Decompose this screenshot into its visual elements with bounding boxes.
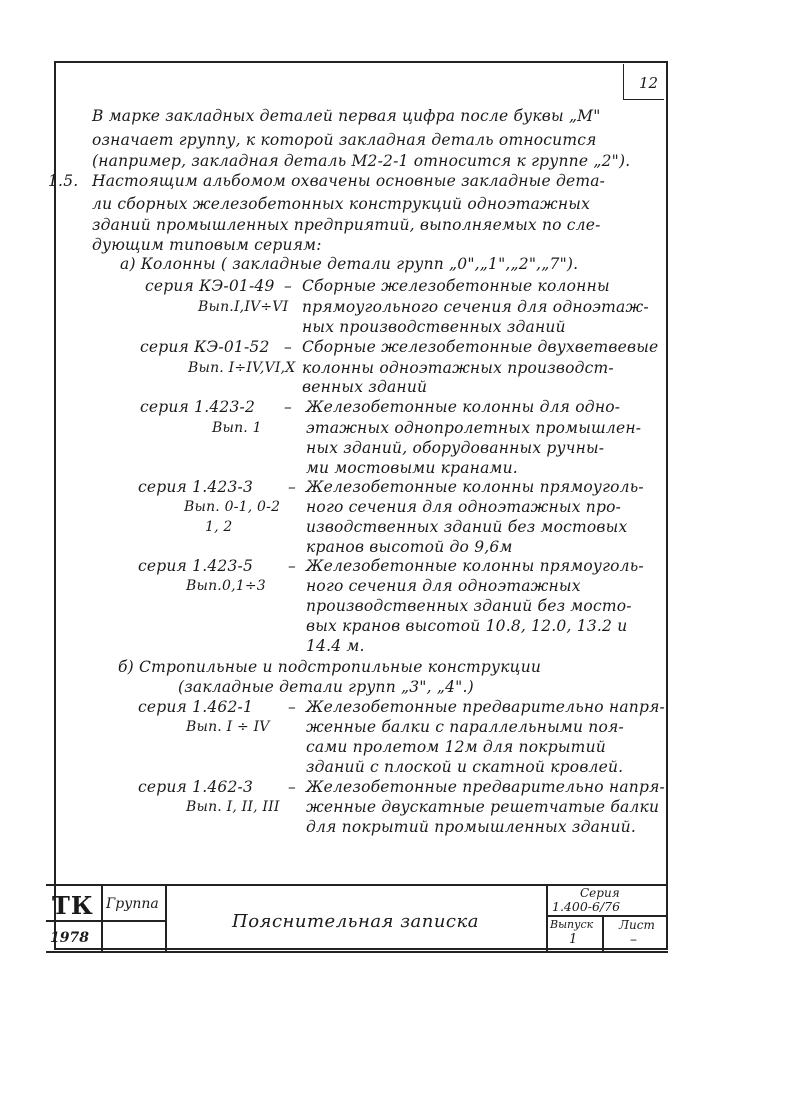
series-label: серия 1.423-2 bbox=[140, 398, 256, 416]
series-desc-line: изводственных зданий без мостовых bbox=[306, 518, 628, 536]
series-issue: Вып.I,IV÷VI bbox=[198, 299, 289, 315]
series-field-label: Серия bbox=[580, 886, 620, 900]
series-desc-line: колонны одноэтажных производст- bbox=[302, 359, 614, 377]
group-b-title: б) Стропильные и подстропильные конструкции bbox=[118, 658, 542, 676]
page-number: 12 bbox=[639, 74, 659, 92]
series-label: серия КЭ-01-49 bbox=[145, 277, 275, 295]
series-issue: Вып. I ÷ IV bbox=[186, 719, 270, 735]
group-label: Группа bbox=[106, 896, 159, 912]
series-desc-line: этажных однопролетных промышлен- bbox=[306, 419, 642, 437]
page-number-box bbox=[623, 64, 664, 100]
intro-line-2: означает группу, к которой закладная деталь относится bbox=[92, 131, 597, 149]
issue-field-label: Выпуск bbox=[550, 918, 594, 931]
series-label: серия 1.423-5 bbox=[138, 557, 254, 575]
series-desc-line: Железобетонные предварительно напря- bbox=[306, 698, 665, 716]
year: 1978 bbox=[50, 930, 89, 946]
org-mark: ТК bbox=[52, 891, 94, 920]
section-line-4: дующим типовым сериям: bbox=[92, 236, 322, 254]
series-issue: Вып. I÷IV,VI,X bbox=[188, 360, 296, 376]
section-number: 1.5. bbox=[48, 172, 79, 190]
title-block bbox=[46, 884, 668, 953]
series-label: серия 1.462-3 bbox=[138, 778, 254, 796]
series-desc-line: Железобетонные предварительно напря- bbox=[306, 778, 665, 796]
intro-line-3: (например, закладная деталь М2-2-1 относится к группе „2"). bbox=[92, 152, 631, 170]
series-desc-line: венных зданий bbox=[302, 378, 428, 396]
series-dash: – bbox=[284, 398, 292, 416]
series-dash: – bbox=[288, 698, 296, 716]
series-dash: – bbox=[288, 778, 296, 796]
issue-field-value: 1 bbox=[569, 932, 578, 947]
series-desc-line: ми мостовыми кранами. bbox=[306, 459, 518, 477]
series-issue: Вып. I, II, III bbox=[186, 799, 280, 815]
series-desc-line: Железобетонные колонны прямоуголь- bbox=[306, 478, 644, 496]
series-issue: Вып. 1 bbox=[212, 420, 262, 436]
sheet-field-label: Лист bbox=[619, 918, 655, 932]
series-desc-line: ных зданий, оборудованных ручны- bbox=[306, 439, 605, 457]
series-label: серия 1.462-1 bbox=[138, 698, 254, 716]
series-desc-line: для покрытий промышленных зданий. bbox=[306, 818, 636, 836]
document-title: Пояснительная записка bbox=[232, 911, 479, 932]
series-desc-line: зданий с плоской и скатной кровлей. bbox=[306, 758, 624, 776]
series-desc-line: ных производственных зданий bbox=[302, 318, 566, 336]
series-issue: Вып. 0-1, 0-2 bbox=[184, 499, 281, 515]
intro-line-1: В марке закладных деталей первая цифра после буквы „М" bbox=[92, 107, 601, 125]
series-desc-line: 14.4 м. bbox=[306, 637, 365, 655]
series-desc-line: Железобетонные колонны для одно- bbox=[306, 398, 621, 416]
group-b-subtitle: (закладные детали групп „3", „4".) bbox=[178, 678, 474, 696]
series-dash: – bbox=[284, 338, 292, 356]
series-desc-line: прямоугольного сечения для одноэтаж- bbox=[302, 298, 649, 316]
series-issue: Вып.0,1÷3 bbox=[186, 578, 266, 594]
series-desc-line: ного сечения для одноэтажных про- bbox=[306, 498, 622, 516]
series-desc-line: Сборные железобетонные двухветвевые bbox=[302, 338, 659, 356]
section-line-3: зданий промышленных предприятий, выполняемых по сле- bbox=[92, 216, 601, 234]
series-desc-line: производственных зданий без мосто- bbox=[306, 597, 632, 615]
series-desc-line: Сборные железобетонные колонны bbox=[302, 277, 610, 295]
group-a-title: а) Колонны ( закладные детали групп „0",„1",„2",„7"). bbox=[120, 255, 579, 273]
series-label: серия 1.423-3 bbox=[138, 478, 254, 496]
series-desc-line: вых кранов высотой 10.8, 12.0, 13.2 и bbox=[306, 617, 628, 635]
sheet-field-value: – bbox=[630, 932, 637, 948]
series-desc-line: женные двускатные решетчатые балки bbox=[306, 798, 660, 816]
series-desc-line: кранов высотой до 9,6м bbox=[306, 538, 513, 556]
series-dash: – bbox=[284, 277, 292, 295]
series-dash: – bbox=[288, 478, 296, 496]
series-desc-line: сами пролетом 12м для покрытий bbox=[306, 738, 606, 756]
series-label: серия КЭ-01-52 bbox=[140, 338, 270, 356]
series-desc-line: женные балки с параллельными поя- bbox=[306, 718, 624, 736]
series-issue-2: 1, 2 bbox=[205, 519, 233, 535]
series-desc-line: Железобетонные колонны прямоуголь- bbox=[306, 557, 644, 575]
section-line-2: ли сборных железобетонных конструкций одноэтажных bbox=[92, 195, 591, 213]
series-field-value: 1.400-6/76 bbox=[552, 899, 621, 914]
section-line-1: Настоящим альбомом охвачены основные закладные дета- bbox=[92, 172, 606, 190]
series-dash: – bbox=[288, 557, 296, 575]
series-desc-line: ного сечения для одноэтажных bbox=[306, 577, 581, 595]
